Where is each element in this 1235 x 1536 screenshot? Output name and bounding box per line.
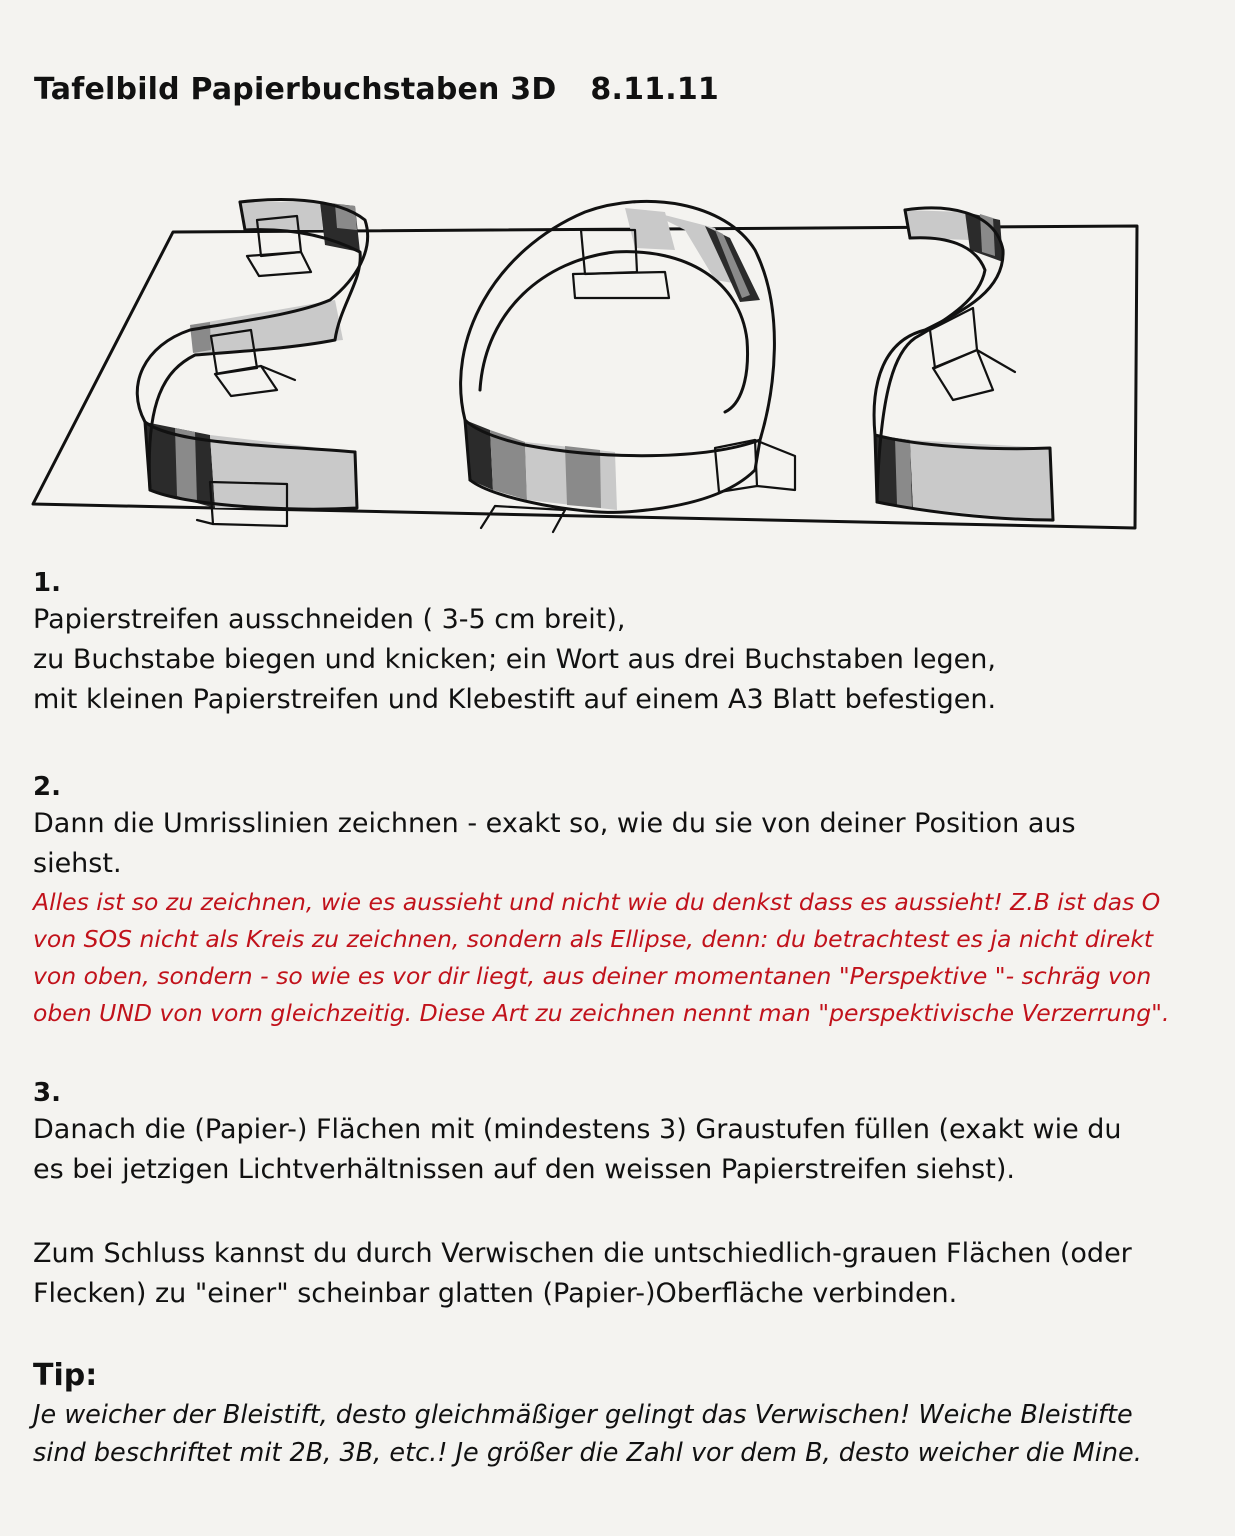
tip-heading: Tip: bbox=[33, 1358, 98, 1393]
step-2-note-line: von SOS nicht als Kreis zu zeichnen, sondern als Ellipse, denn: du betrachtest es ja nicht direkt bbox=[33, 925, 1154, 953]
tip-line: Je weicher der Bleistift, desto gleichmäßiger gelingt das Verwischen! Weiche Bleistifte bbox=[33, 1400, 1133, 1430]
closing-section bbox=[33, 1234, 1213, 1314]
step-2-number: 2. bbox=[33, 772, 61, 802]
step-3-line: Danach die (Papier-) Flächen mit (mindestens 3) Graustufen füllen (exakt wie du bbox=[33, 1114, 1122, 1145]
title-date: 8.11.11 bbox=[590, 72, 719, 107]
step-1-line: mit kleinen Papierstreifen und Klebestift auf einem A3 Blatt befestigen. bbox=[33, 684, 997, 715]
letter-s-right bbox=[874, 208, 1053, 522]
step-1-line: Papierstreifen ausschneiden ( 3-5 cm breit), bbox=[33, 604, 626, 635]
tip-line: sind beschriftet mit 2B, 3B, etc.! Je größer die Zahl vor dem B, desto weicher die Mine. bbox=[33, 1438, 1142, 1468]
step-1-section bbox=[33, 566, 1213, 720]
step-1-line: zu Buchstabe biegen und knicken; ein Wort aus drei Buchstaben legen, bbox=[33, 644, 996, 675]
tip-section bbox=[33, 1356, 1213, 1472]
closing-line: Flecken) zu "einer" scheinbar glatten (Papier-)Oberfläche verbinden. bbox=[33, 1278, 958, 1309]
step-2-note-line: oben UND von vorn gleichzeitig. Diese Art zu zeichnen nennt man "perspektivische Verzerrung". bbox=[33, 999, 1170, 1027]
page-title bbox=[34, 72, 719, 107]
step-1-number: 1. bbox=[33, 568, 61, 598]
sos-paper-letters-illustration bbox=[25, 190, 1155, 560]
step-2-note-line: von oben, sondern - so wie es vor dir liegt, aus deiner momentanen "Perspektive "- schräg von bbox=[33, 962, 1152, 990]
title-text: Tafelbild Papierbuchstaben 3D bbox=[34, 72, 557, 107]
closing-line: Zum Schluss kannst du durch Verwischen die untschiedlich-grauen Flächen (oder bbox=[33, 1238, 1132, 1269]
step-2-note-line: Alles ist so zu zeichnen, wie es aussieht und nicht wie du denkst dass es aussieht! Z.B ist das O bbox=[33, 888, 1161, 916]
step-2-section bbox=[33, 770, 1213, 1032]
step-2-line: siehst. bbox=[33, 848, 122, 879]
step-3-section bbox=[33, 1076, 1213, 1190]
step-3-number: 3. bbox=[33, 1078, 61, 1108]
step-3-line: es bei jetzigen Lichtverhältnissen auf den weissen Papierstreifen siehst). bbox=[33, 1154, 1015, 1185]
letter-s-left bbox=[137, 200, 367, 526]
letter-o-middle bbox=[461, 201, 795, 532]
step-2-line: Dann die Umrisslinien zeichnen - exakt so, wie du sie von deiner Position aus bbox=[33, 808, 1076, 839]
